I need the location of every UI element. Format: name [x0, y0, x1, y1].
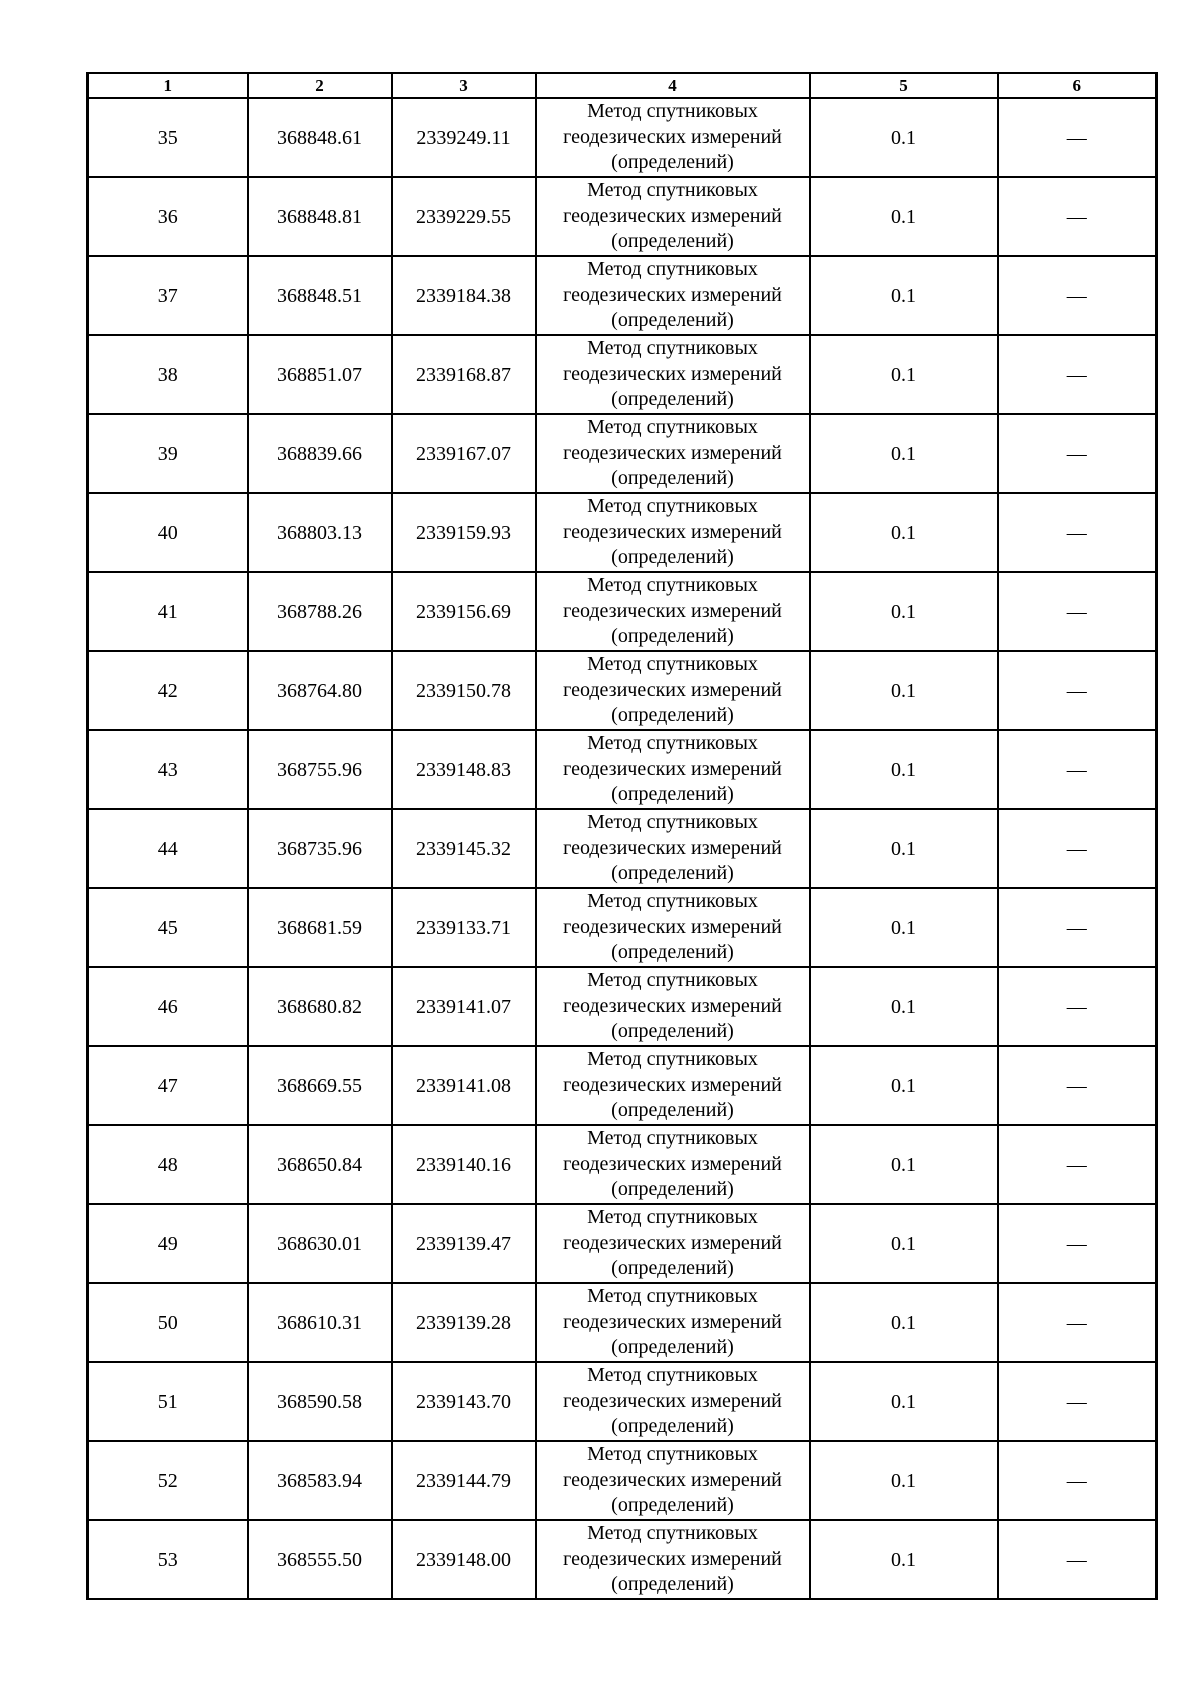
method-line: Метод спутниковых — [587, 416, 758, 439]
method-cell — [536, 1362, 810, 1441]
accuracy-cell: 0.1 — [810, 1362, 998, 1441]
method-line: Метод спутниковых — [587, 100, 758, 123]
accuracy-cell: 0.1 — [810, 730, 998, 809]
column-header-5: 5 — [810, 73, 998, 98]
y-coordinate-cell: 2339148.00 — [392, 1520, 536, 1599]
note-cell: — — [998, 1125, 1157, 1204]
table-body — [88, 98, 1157, 1599]
method-line: геодезических измерений — [563, 283, 782, 306]
method-line: геодезических измерений — [563, 1547, 782, 1570]
column-header-1: 1 — [88, 73, 248, 98]
method-line: геодезических измерений — [563, 1310, 782, 1333]
accuracy-cell: 0.1 — [810, 493, 998, 572]
method-line: Метод спутниковых — [587, 811, 758, 834]
x-coordinate-cell: 368755.96 — [248, 730, 392, 809]
y-coordinate-cell: 2339249.11 — [392, 98, 536, 177]
point-number-cell: 42 — [88, 651, 248, 730]
method-line: (определений) — [611, 704, 734, 727]
accuracy-cell: 0.1 — [810, 1283, 998, 1362]
point-number-cell: 43 — [88, 730, 248, 809]
method-cell — [536, 888, 810, 967]
method-line: (определений) — [611, 1178, 734, 1201]
table-row — [88, 1362, 1157, 1441]
method-line: Метод спутниковых — [587, 258, 758, 281]
point-number-cell: 36 — [88, 177, 248, 256]
x-coordinate-cell: 368610.31 — [248, 1283, 392, 1362]
note-cell: — — [998, 967, 1157, 1046]
y-coordinate-cell: 2339168.87 — [392, 335, 536, 414]
accuracy-cell: 0.1 — [810, 1441, 998, 1520]
point-number-cell: 40 — [88, 493, 248, 572]
y-coordinate-cell: 2339133.71 — [392, 888, 536, 967]
y-coordinate-cell: 2339229.55 — [392, 177, 536, 256]
note-cell: — — [998, 1204, 1157, 1283]
method-line: геодезических измерений — [563, 1073, 782, 1096]
point-number-cell: 48 — [88, 1125, 248, 1204]
table-row — [88, 1283, 1157, 1362]
method-line: геодезических измерений — [563, 520, 782, 543]
header-row — [88, 73, 1157, 98]
method-line: Метод спутниковых — [587, 732, 758, 755]
method-line: (определений) — [611, 941, 734, 964]
method-line: (определений) — [611, 1573, 734, 1596]
point-number-cell: 53 — [88, 1520, 248, 1599]
table-row — [88, 1046, 1157, 1125]
method-line: (определений) — [611, 309, 734, 332]
note-cell: — — [998, 809, 1157, 888]
method-line: геодезических измерений — [563, 994, 782, 1017]
note-cell: — — [998, 572, 1157, 651]
table-row — [88, 177, 1157, 256]
note-cell: — — [998, 1046, 1157, 1125]
method-cell — [536, 256, 810, 335]
x-coordinate-cell: 368848.81 — [248, 177, 392, 256]
method-cell — [536, 98, 810, 177]
accuracy-cell: 0.1 — [810, 414, 998, 493]
method-line: геодезических измерений — [563, 757, 782, 780]
method-line: Метод спутниковых — [587, 1522, 758, 1545]
y-coordinate-cell: 2339141.08 — [392, 1046, 536, 1125]
method-line: (определений) — [611, 546, 734, 569]
x-coordinate-cell: 368681.59 — [248, 888, 392, 967]
x-coordinate-cell: 368583.94 — [248, 1441, 392, 1520]
table-row — [88, 651, 1157, 730]
y-coordinate-cell: 2339139.47 — [392, 1204, 536, 1283]
method-line: (определений) — [611, 1020, 734, 1043]
note-cell: — — [998, 177, 1157, 256]
point-number-cell: 45 — [88, 888, 248, 967]
accuracy-cell: 0.1 — [810, 967, 998, 1046]
accuracy-cell: 0.1 — [810, 1520, 998, 1599]
method-cell — [536, 414, 810, 493]
y-coordinate-cell: 2339156.69 — [392, 572, 536, 651]
method-cell — [536, 730, 810, 809]
method-cell — [536, 493, 810, 572]
method-line: геодезических измерений — [563, 204, 782, 227]
method-line: (определений) — [611, 625, 734, 648]
table-row — [88, 967, 1157, 1046]
method-line: (определений) — [611, 862, 734, 885]
note-cell: — — [998, 335, 1157, 414]
point-number-cell: 51 — [88, 1362, 248, 1441]
method-cell — [536, 572, 810, 651]
y-coordinate-cell: 2339167.07 — [392, 414, 536, 493]
x-coordinate-cell: 368848.51 — [248, 256, 392, 335]
method-line: Метод спутниковых — [587, 495, 758, 518]
method-line: геодезических измерений — [563, 599, 782, 622]
method-cell — [536, 1125, 810, 1204]
method-line: (определений) — [611, 1336, 734, 1359]
note-cell: — — [998, 493, 1157, 572]
x-coordinate-cell: 368788.26 — [248, 572, 392, 651]
point-number-cell: 39 — [88, 414, 248, 493]
note-cell: — — [998, 1283, 1157, 1362]
x-coordinate-cell: 368764.80 — [248, 651, 392, 730]
accuracy-cell: 0.1 — [810, 1125, 998, 1204]
note-cell: — — [998, 730, 1157, 809]
table-row — [88, 1204, 1157, 1283]
method-cell — [536, 809, 810, 888]
method-line: Метод спутниковых — [587, 1285, 758, 1308]
y-coordinate-cell: 2339148.83 — [392, 730, 536, 809]
method-line: геодезических измерений — [563, 836, 782, 859]
x-coordinate-cell: 368851.07 — [248, 335, 392, 414]
method-line: геодезических измерений — [563, 1389, 782, 1412]
y-coordinate-cell: 2339141.07 — [392, 967, 536, 1046]
table-row — [88, 572, 1157, 651]
table-row — [88, 493, 1157, 572]
method-line: Метод спутниковых — [587, 1443, 758, 1466]
column-header-2: 2 — [248, 73, 392, 98]
column-header-3: 3 — [392, 73, 536, 98]
note-cell: — — [998, 1362, 1157, 1441]
x-coordinate-cell: 368650.84 — [248, 1125, 392, 1204]
y-coordinate-cell: 2339139.28 — [392, 1283, 536, 1362]
coordinates-table — [86, 72, 1158, 1600]
x-coordinate-cell: 368803.13 — [248, 493, 392, 572]
table-header — [88, 73, 1157, 98]
note-cell: — — [998, 98, 1157, 177]
method-line: (определений) — [611, 151, 734, 174]
x-coordinate-cell: 368735.96 — [248, 809, 392, 888]
table-row — [88, 809, 1157, 888]
y-coordinate-cell: 2339140.16 — [392, 1125, 536, 1204]
method-line: Метод спутниковых — [587, 574, 758, 597]
point-number-cell: 41 — [88, 572, 248, 651]
method-line: (определений) — [611, 230, 734, 253]
method-line: геодезических измерений — [563, 441, 782, 464]
point-number-cell: 38 — [88, 335, 248, 414]
accuracy-cell: 0.1 — [810, 1046, 998, 1125]
accuracy-cell: 0.1 — [810, 888, 998, 967]
method-line: (определений) — [611, 783, 734, 806]
method-line: Метод спутниковых — [587, 1364, 758, 1387]
x-coordinate-cell: 368590.58 — [248, 1362, 392, 1441]
method-line: (определений) — [611, 1415, 734, 1438]
accuracy-cell: 0.1 — [810, 651, 998, 730]
x-coordinate-cell: 368630.01 — [248, 1204, 392, 1283]
table-row — [88, 730, 1157, 809]
note-cell: — — [998, 888, 1157, 967]
table-row — [88, 1441, 1157, 1520]
y-coordinate-cell: 2339143.70 — [392, 1362, 536, 1441]
method-cell — [536, 1046, 810, 1125]
column-header-4: 4 — [536, 73, 810, 98]
table-row — [88, 256, 1157, 335]
accuracy-cell: 0.1 — [810, 572, 998, 651]
method-line: геодезических измерений — [563, 1468, 782, 1491]
method-line: (определений) — [611, 1099, 734, 1122]
method-cell — [536, 651, 810, 730]
table-row — [88, 414, 1157, 493]
note-cell: — — [998, 414, 1157, 493]
accuracy-cell: 0.1 — [810, 177, 998, 256]
x-coordinate-cell: 368839.66 — [248, 414, 392, 493]
method-line: (определений) — [611, 1257, 734, 1280]
note-cell: — — [998, 256, 1157, 335]
accuracy-cell: 0.1 — [810, 809, 998, 888]
method-line: Метод спутниковых — [587, 1206, 758, 1229]
method-line: геодезических измерений — [563, 1231, 782, 1254]
y-coordinate-cell: 2339150.78 — [392, 651, 536, 730]
y-coordinate-cell: 2339144.79 — [392, 1441, 536, 1520]
method-line: Метод спутниковых — [587, 890, 758, 913]
x-coordinate-cell: 368848.61 — [248, 98, 392, 177]
accuracy-cell: 0.1 — [810, 98, 998, 177]
method-cell — [536, 1283, 810, 1362]
method-line: Метод спутниковых — [587, 337, 758, 360]
table-row — [88, 1125, 1157, 1204]
method-line: геодезических измерений — [563, 915, 782, 938]
table-row — [88, 1520, 1157, 1599]
accuracy-cell: 0.1 — [810, 1204, 998, 1283]
method-line: Метод спутниковых — [587, 179, 758, 202]
method-cell — [536, 1204, 810, 1283]
accuracy-cell: 0.1 — [810, 335, 998, 414]
table-row — [88, 98, 1157, 177]
x-coordinate-cell: 368555.50 — [248, 1520, 392, 1599]
method-cell — [536, 967, 810, 1046]
method-line: геодезических измерений — [563, 125, 782, 148]
y-coordinate-cell: 2339145.32 — [392, 809, 536, 888]
accuracy-cell: 0.1 — [810, 256, 998, 335]
point-number-cell: 47 — [88, 1046, 248, 1125]
point-number-cell: 37 — [88, 256, 248, 335]
point-number-cell: 52 — [88, 1441, 248, 1520]
method-line: (определений) — [611, 388, 734, 411]
method-cell — [536, 1441, 810, 1520]
method-line: Метод спутниковых — [587, 969, 758, 992]
point-number-cell: 46 — [88, 967, 248, 1046]
y-coordinate-cell: 2339159.93 — [392, 493, 536, 572]
point-number-cell: 35 — [88, 98, 248, 177]
method-line: Метод спутниковых — [587, 653, 758, 676]
method-cell — [536, 177, 810, 256]
method-line: Метод спутниковых — [587, 1048, 758, 1071]
method-cell — [536, 335, 810, 414]
note-cell: — — [998, 1441, 1157, 1520]
method-cell — [536, 1520, 810, 1599]
note-cell: — — [998, 1520, 1157, 1599]
column-header-6: 6 — [998, 73, 1157, 98]
method-line: (определений) — [611, 467, 734, 490]
x-coordinate-cell: 368680.82 — [248, 967, 392, 1046]
point-number-cell: 44 — [88, 809, 248, 888]
method-line: геодезических измерений — [563, 362, 782, 385]
point-number-cell: 49 — [88, 1204, 248, 1283]
table-row — [88, 335, 1157, 414]
method-line: Метод спутниковых — [587, 1127, 758, 1150]
point-number-cell: 50 — [88, 1283, 248, 1362]
method-line: (определений) — [611, 1494, 734, 1517]
method-line: геодезических измерений — [563, 1152, 782, 1175]
method-line: геодезических измерений — [563, 678, 782, 701]
note-cell: — — [998, 651, 1157, 730]
x-coordinate-cell: 368669.55 — [248, 1046, 392, 1125]
y-coordinate-cell: 2339184.38 — [392, 256, 536, 335]
table-row — [88, 888, 1157, 967]
